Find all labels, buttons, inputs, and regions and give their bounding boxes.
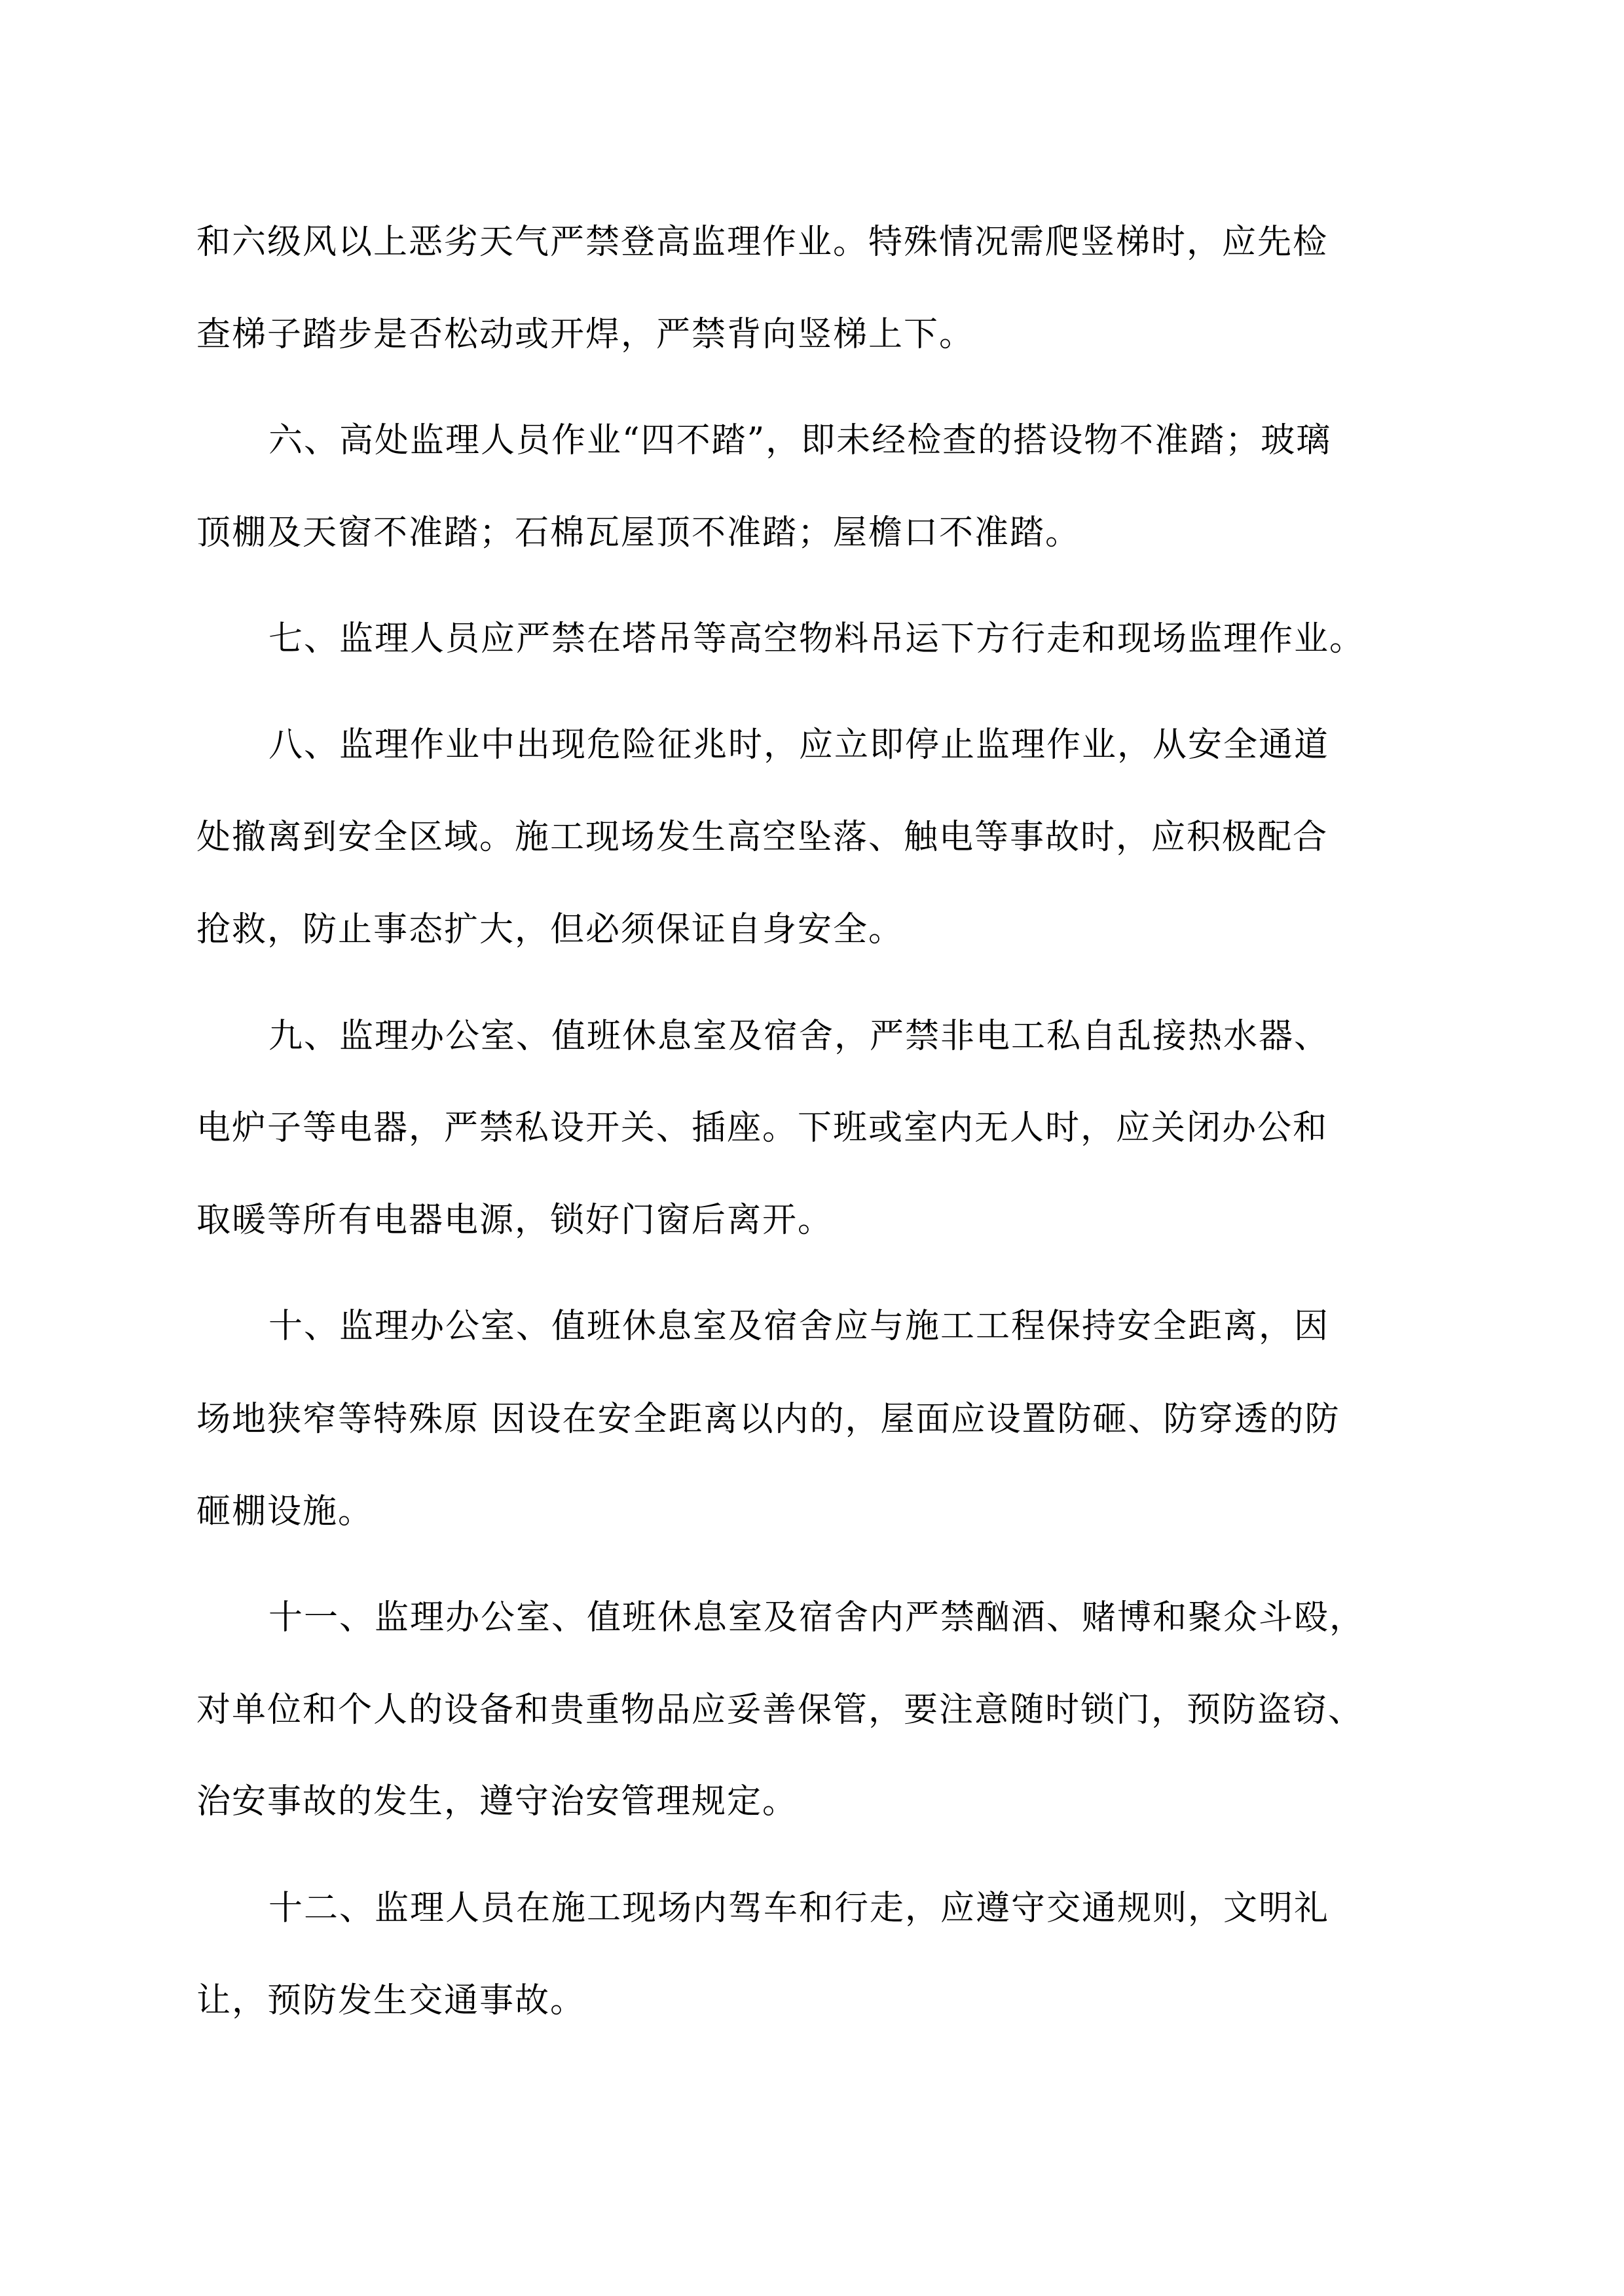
paragraph-line: 和六级风以上恶劣天气严禁登高监理作业。特殊情况需爬竖梯时，应先检 [196,223,1329,262]
paragraph-line: 治安事故的发生，遵守治安管理规定。 [196,1782,798,1821]
paragraph-line: 取暖等所有电器电源，锁好门窗后离开。 [196,1201,834,1240]
paragraph-line: 对单位和个人的设备和贵重物品应妥善保管，要注意随时锁门，预防盗窃、 [196,1690,1364,1730]
paragraph-line: 九、监理办公室、值班休息室及宿舍，严禁非电工私自乱接热水器、 [268,1017,1330,1056]
paragraph-line: 让，预防发生交通事故。 [196,1981,586,2020]
paragraph-line: 砸棚设施。 [196,1492,374,1531]
paragraph-line: 七、监理人员应严禁在塔吊等高空物料吊运下方行走和现场监理作业。 [268,619,1365,659]
paragraph-line: 顶棚及天窗不准踏；石棉瓦屋顶不准踏；屋檐口不准踏。 [196,513,1081,553]
paragraph-line: 十、监理办公室、值班休息室及宿舍应与施工工程保持安全距离，因 [268,1307,1330,1346]
paragraph-line: 电炉子等电器，严禁私设开关、插座。下班或室内无人时，应关闭办公和 [196,1108,1329,1148]
paragraph-line: 十一、监理办公室、值班休息室及宿舍内严禁酗酒、赌博和聚众斗殴， [268,1598,1365,1637]
paragraph-line: 抢救，防止事态扩大，但必须保证自身安全。 [196,910,904,949]
paragraph-line: 十二、监理人员在施工现场内驾车和行走，应遵守交通规则，文明礼 [268,1889,1330,1928]
paragraph-line: 六、高处监理人员作业“四不踏”，即未经检查的搭设物不准踏；玻璃 [268,421,1332,460]
paragraph-line: 处撤离到安全区域。施工现场发生高空坠落、触电等事故时，应积极配合 [196,818,1329,857]
paragraph-line: 八、监理作业中出现危险征兆时，应立即停止监理作业，从安全通道 [268,725,1330,765]
paragraph-line: 场地狭窄等特殊原 因设在安全距离以内的，屋面应设置防砸、防穿透的防 [196,1400,1340,1439]
paragraph-line: 查梯子踏步是否松动或开焊，严禁背向竖梯上下。 [196,315,975,354]
